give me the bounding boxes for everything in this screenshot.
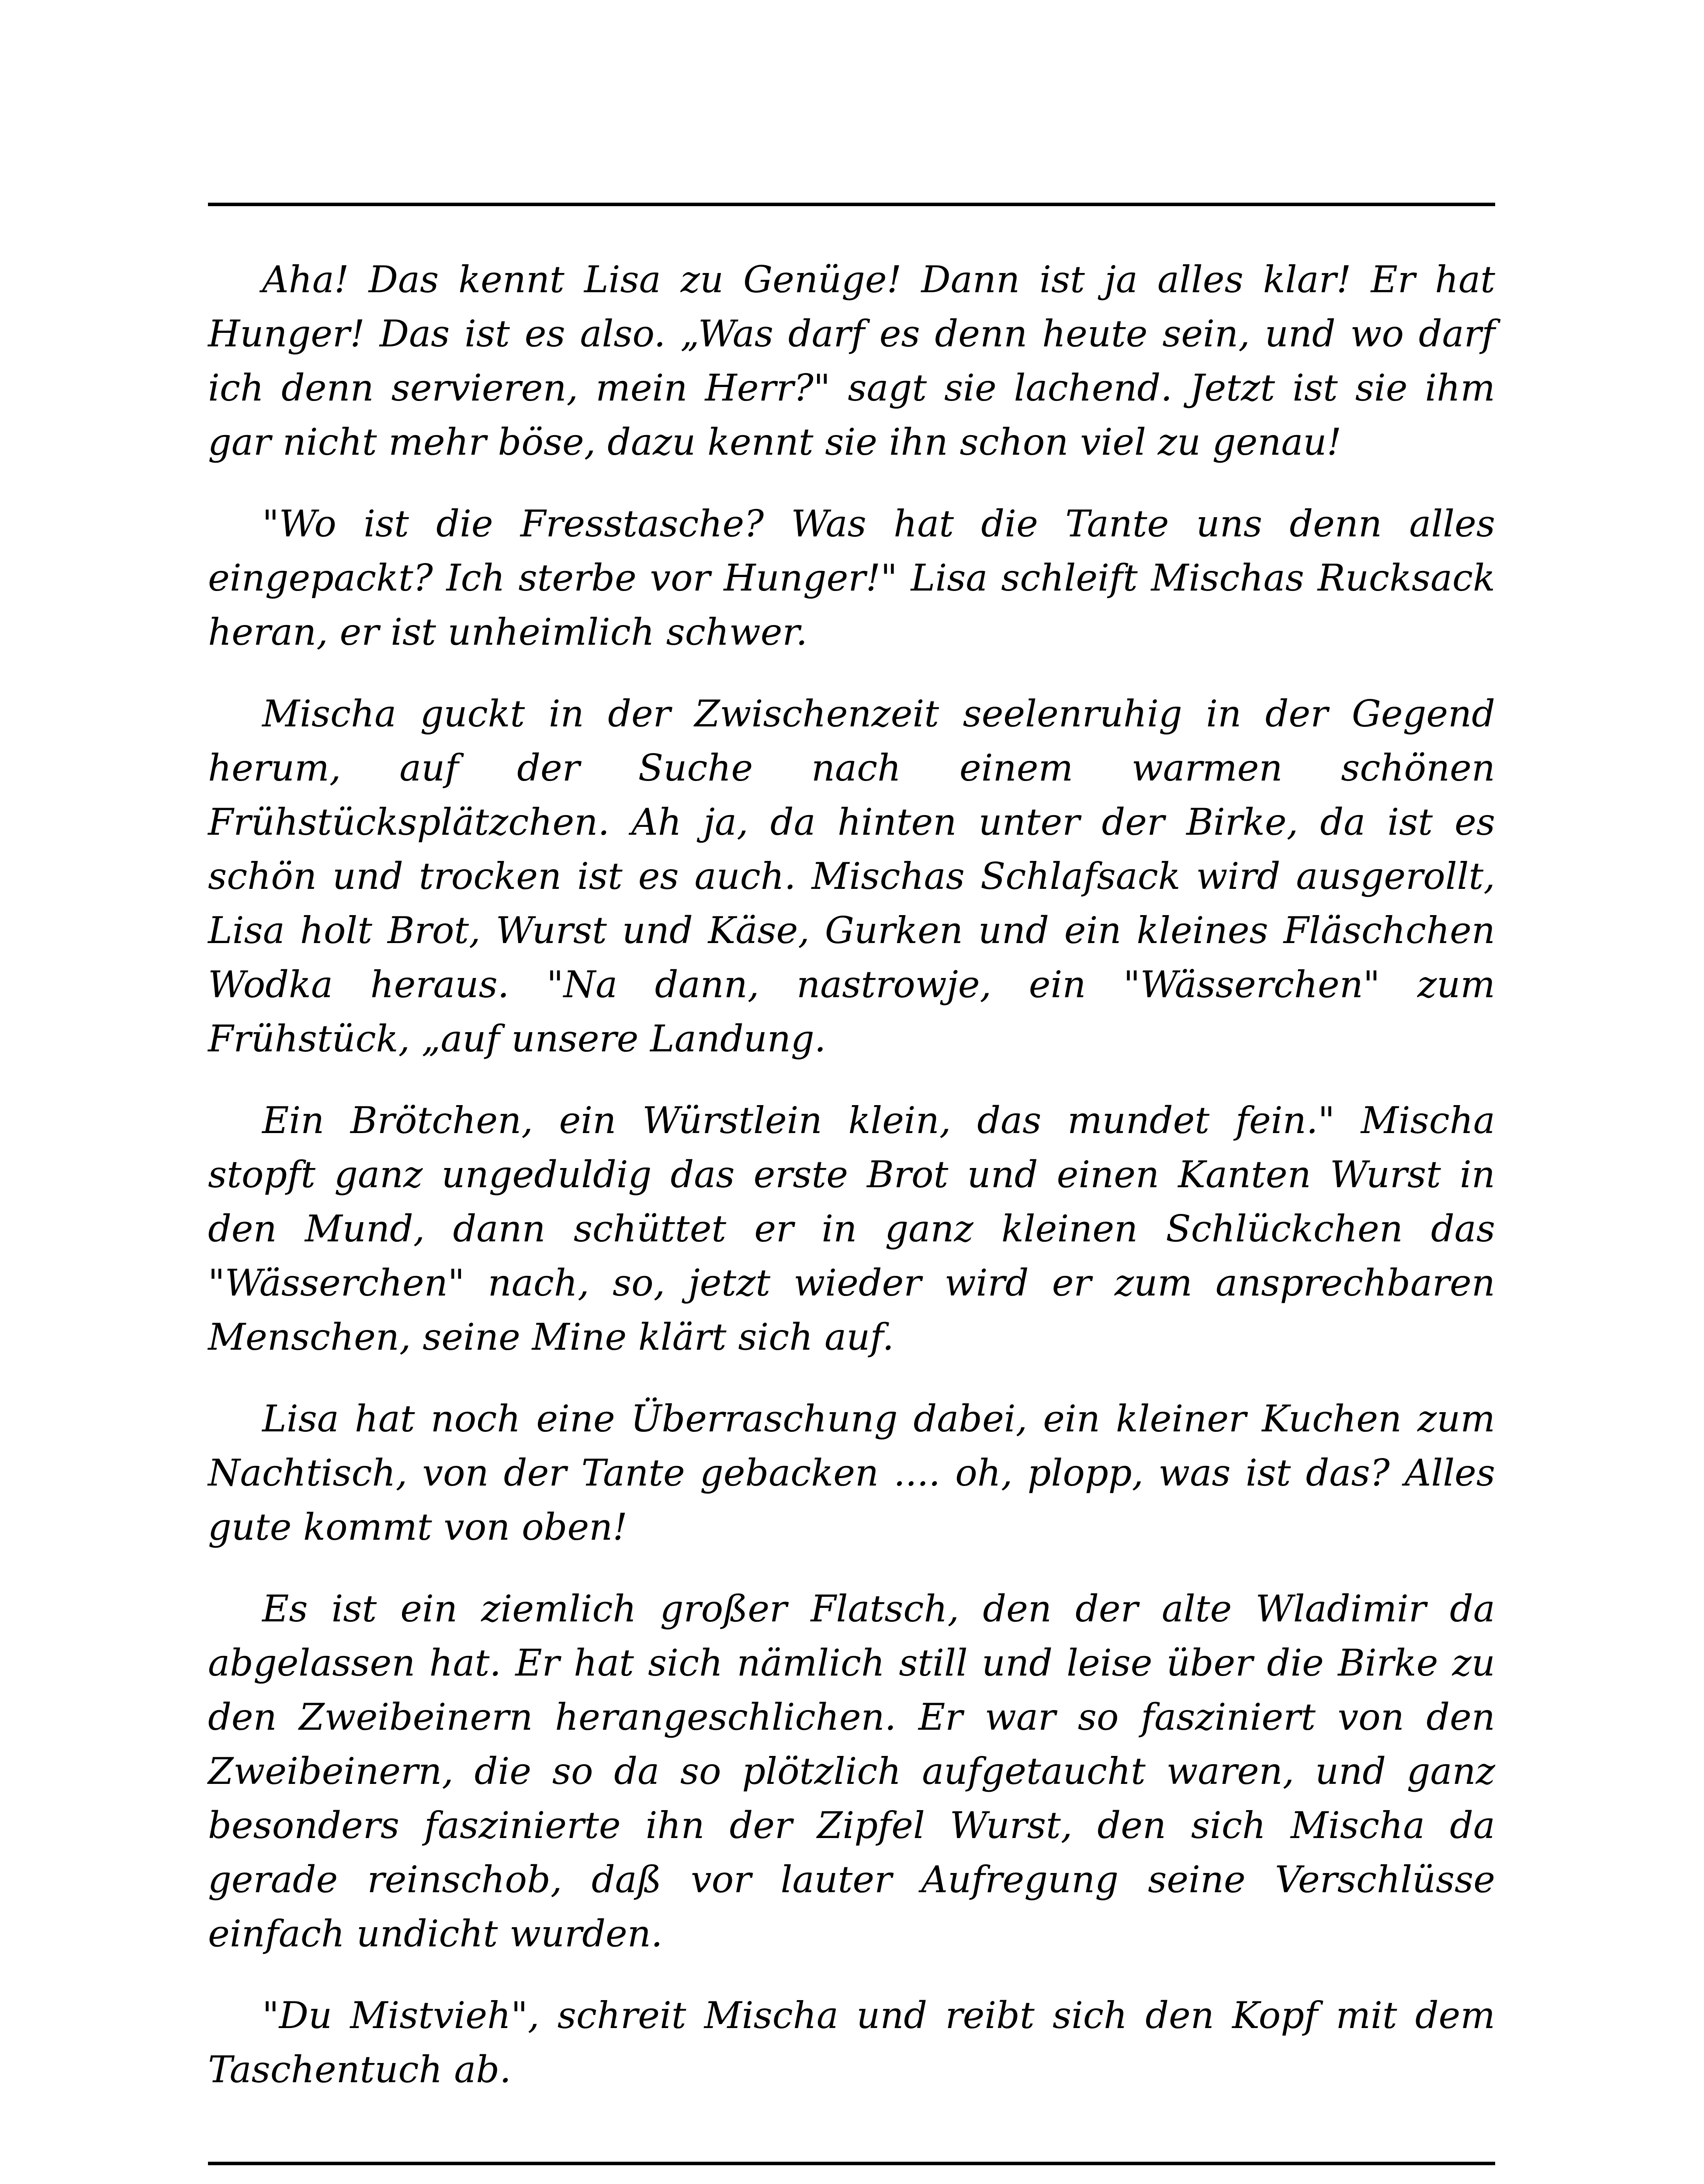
paragraph-3: Mischa guckt in der Zwischenzeit seelenruhig in der Gegend herum, auf der Suche nach einem warmen schönen Frühstücksplätzchen. Ah ja, da hinten unter der Birke, da ist es schön und trocken ist es auch. Mischas Schlafsack wird ausgerollt, Lisa holt Brot, Wurst und Käse, Gurken und ein kleines Fläschchen Wodka heraus. "Na dann, nastrowje, ein "Wässerchen" zum Frühstück, „auf unsere Landung. xyxy=(208,692,1495,1060)
paragraph-5: Lisa hat noch eine Überraschung dabei, ein kleiner Kuchen zum Nachtisch, von der Tante gebacken .... oh, plopp, was ist das? Alles gute kommt von oben! xyxy=(208,1397,1495,1548)
paragraph-6: Es ist ein ziemlich großer Flatsch, den der alte Wladimir da abgelassen hat. Er hat sich nämlich still und leise über die Birke zu den Zweibeinern herangeschlichen. Er war so fasziniert von den Zweibeinern, die so da so plötzlich aufgetaucht waren, und ganz besonders faszinierte ihn der Zipfel Wurst, den sich Mischa da gerade reinschob, daß vor lauter Aufregung seine Verschlüsse einfach undicht wurden. xyxy=(208,1587,1495,1955)
body-text xyxy=(208,252,1495,2124)
paragraph-2: "Wo ist die Fresstasche? Was hat die Tante uns denn alles eingepackt? Ich sterbe vor Hunger!" Lisa schleift Mischas Rucksack heran, er ist unheimlich schwer. xyxy=(208,502,1495,653)
paragraph-1: Aha! Das kennt Lisa zu Genüge! Dann ist ja alles klar! Er hat Hunger! Das ist es also. „Was darf es denn heute sein, und wo darf ich denn servieren, mein Herr?" sagt sie lachend. Jetzt ist sie ihm gar nicht mehr böse, dazu kennt sie ihn schon viel zu genau! xyxy=(208,258,1495,463)
paragraph-4: Ein Brötchen, ein Würstlein klein, das mundet fein." Mischa stopft ganz ungeduldig das erste Brot und einen Kanten Wurst in den Mund, dann schüttet er in ganz kleinen Schlückchen das "Wässerchen" nach, so, jetzt wieder wird er zum ansprechbaren Menschen, seine Mine klärt sich auf. xyxy=(208,1099,1495,1358)
paragraph-7: "Du Mistvieh", schreit Mischa und reibt sich den Kopf mit dem Taschentuch ab. xyxy=(208,1994,1495,2091)
page-number xyxy=(1448,2182,1495,2184)
footer-rule xyxy=(208,2162,1495,2165)
header-rule xyxy=(208,203,1495,206)
